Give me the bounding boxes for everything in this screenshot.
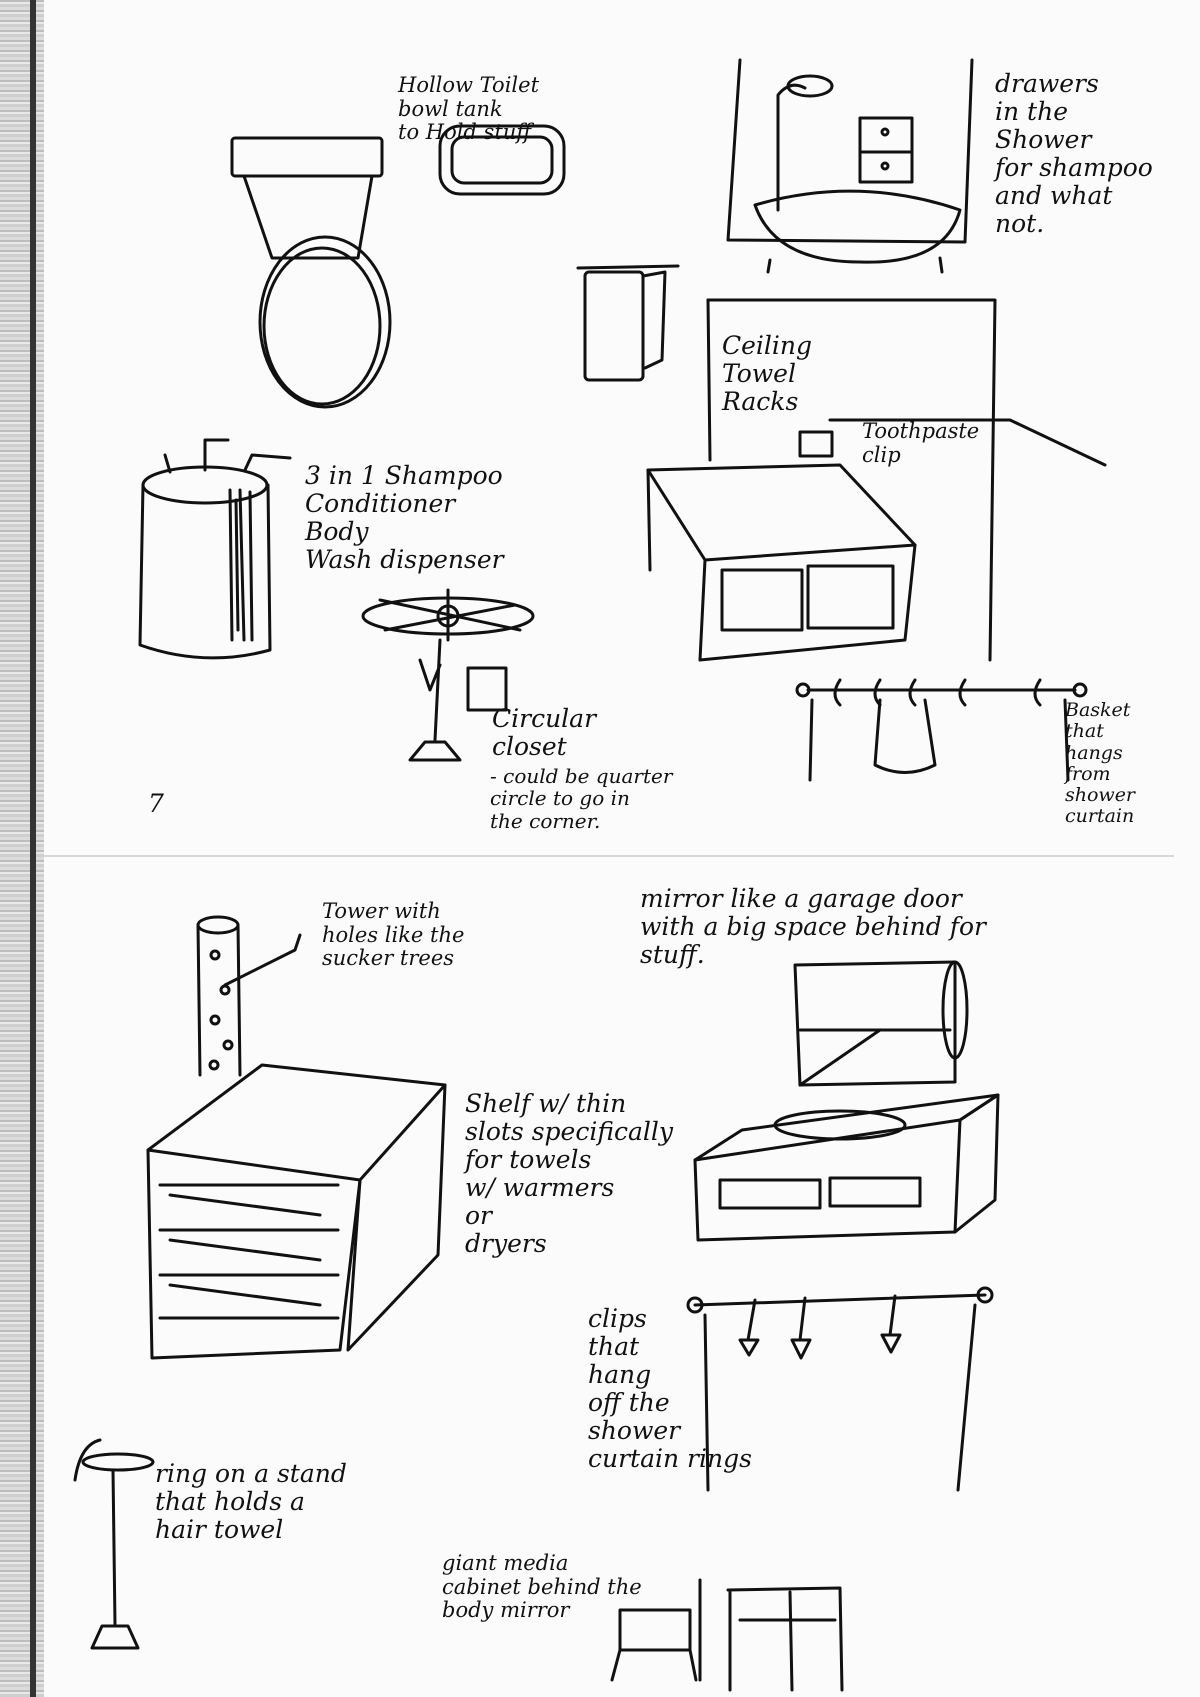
note-ceiling-towel-racks: Ceiling Towel Racks [722, 331, 813, 416]
note-toothpaste-clip: Toothpaste clip [862, 419, 980, 467]
note-garage-mirror: mirror like a garage door with a big space behind for stuff. [640, 884, 986, 969]
towel-tower-drawing [198, 917, 300, 1075]
note-hollow-toilet: Hollow Toilet bowl tank to Hold stuff [398, 73, 540, 145]
note-curtain-clips: clips that hang off the shower curtain rings [588, 1304, 752, 1473]
note-media-cabinet: giant media cabinet behind the body mirror [442, 1551, 642, 1623]
note-shower-drawers: drawers in the Shower for shampoo and what not. [995, 69, 1153, 238]
toilet-drawing [232, 126, 564, 407]
note-circular-closet: Circular closet [492, 704, 597, 761]
note-shampoo-dispenser: 3 in 1 Shampoo Conditioner Body Wash dispenser [305, 461, 504, 574]
slot-shelf-drawing [148, 1065, 445, 1358]
page-mark: 7 [148, 789, 164, 818]
garage-mirror-cabinet-drawing [795, 962, 967, 1085]
note-closet-detail: - could be quarter circle to go in the corner. [490, 764, 673, 833]
note-tower-holes: Tower with holes like the sucker trees [322, 899, 465, 971]
note-towel-slot-shelf: Shelf w/ thin slots specifically for towels w/ warmers or dryers [465, 1089, 674, 1258]
towel-holder-drawing [578, 266, 678, 380]
shower-tub-drawing [728, 60, 972, 272]
shampoo-dispenser-drawing [140, 440, 290, 658]
note-ring-stand: ring on a stand that holds a hair towel [155, 1459, 347, 1544]
vanity-drawing [648, 465, 915, 660]
ring-stand-drawing [75, 1440, 153, 1648]
note-hanging-basket: Basket that hangs from shower curtain [1065, 699, 1136, 828]
shower-curtain-basket-drawing [797, 680, 1086, 780]
